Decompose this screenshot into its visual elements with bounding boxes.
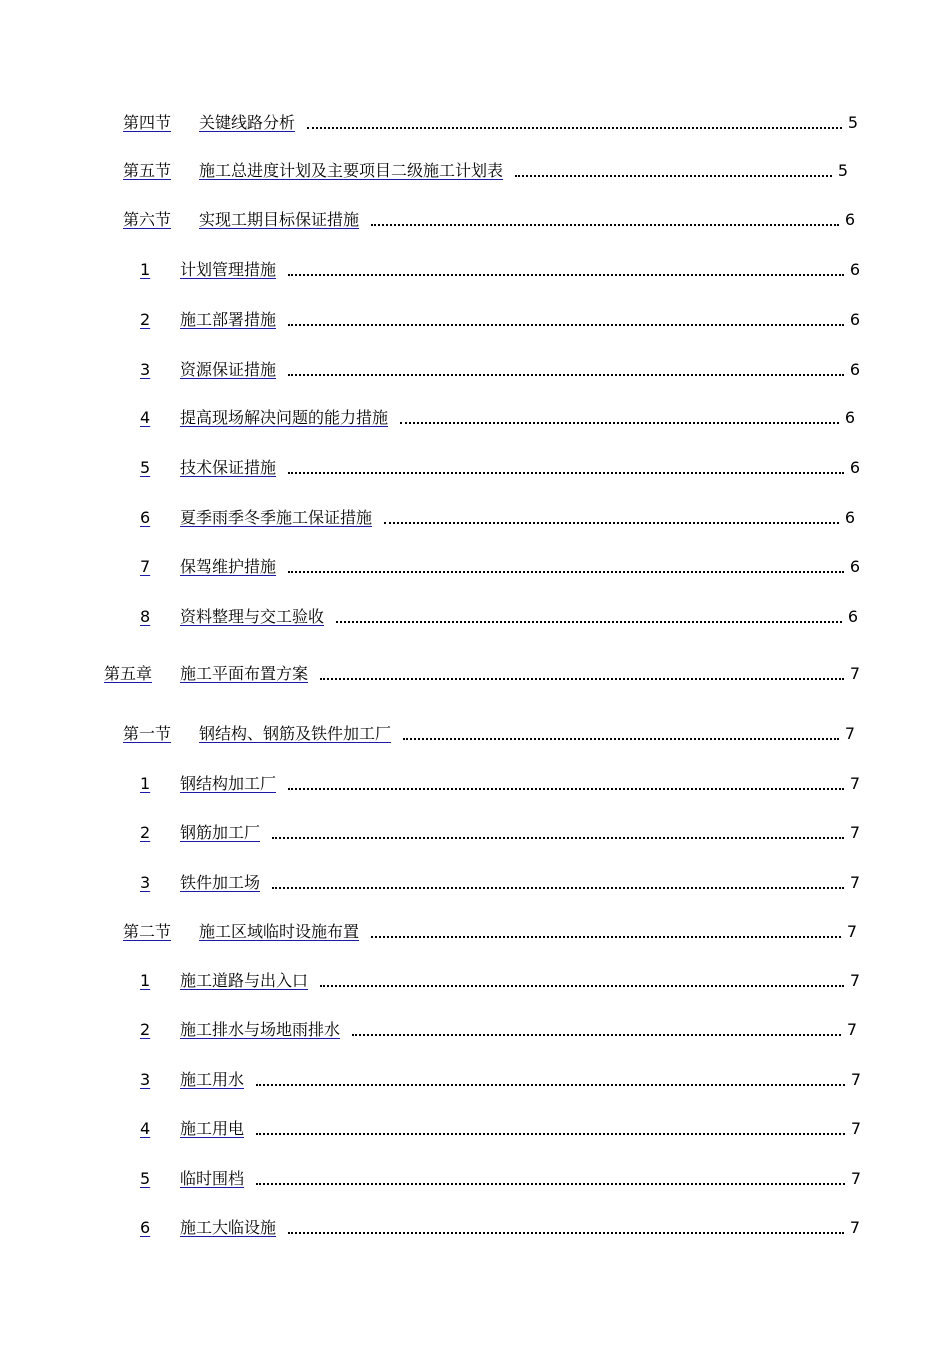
toc-entry[interactable] <box>123 159 848 181</box>
toc-title: 施工用电 <box>180 1119 245 1138</box>
toc-title: 钢结构、钢筋及铁件加工厂 <box>199 724 392 743</box>
toc-number: 2 <box>140 1020 151 1039</box>
toc-title: 钢结构加工厂 <box>180 774 277 793</box>
dot-leader <box>272 887 844 889</box>
toc-page-number: 6 <box>849 360 860 379</box>
toc-number: 8 <box>140 607 151 626</box>
toc-entry[interactable] <box>140 1018 857 1040</box>
toc-number: 4 <box>140 1119 151 1138</box>
toc-number: 第四节 <box>123 113 172 132</box>
toc-number: 5 <box>140 458 151 477</box>
toc-number: 6 <box>140 508 151 527</box>
toc-title: 技术保证措施 <box>180 458 277 477</box>
toc-entry[interactable] <box>140 871 860 893</box>
toc-number: 5 <box>140 1169 151 1188</box>
toc-number: 6 <box>140 1218 151 1237</box>
toc-title: 资料整理与交工验收 <box>180 607 325 626</box>
toc-page-number: 7 <box>849 1218 860 1237</box>
dot-leader <box>320 678 844 680</box>
toc-entry[interactable] <box>140 506 855 528</box>
toc-entry[interactable] <box>140 258 860 280</box>
toc-number: 2 <box>140 310 151 329</box>
toc-title: 施工用水 <box>180 1070 245 1089</box>
dot-leader <box>288 374 844 376</box>
toc-entry[interactable] <box>140 1216 860 1238</box>
toc-title: 施工平面布置方案 <box>180 664 309 683</box>
dot-leader <box>288 274 844 276</box>
toc-page-number: 5 <box>847 113 858 132</box>
toc-entry[interactable] <box>140 1117 861 1139</box>
toc-title: 资源保证措施 <box>180 360 277 379</box>
toc-number: 7 <box>140 557 151 576</box>
dot-leader <box>400 422 839 424</box>
toc-page-number: 7 <box>850 1070 861 1089</box>
toc-entry[interactable] <box>123 208 855 230</box>
toc-number: 第六节 <box>123 210 172 229</box>
toc-entry[interactable] <box>123 920 857 942</box>
dot-leader <box>307 127 842 129</box>
dot-leader <box>272 837 844 839</box>
toc-title: 施工道路与出入口 <box>180 971 309 990</box>
toc-title: 夏季雨季冬季施工保证措施 <box>180 508 373 527</box>
toc-entry[interactable] <box>123 722 855 744</box>
toc-number: 第二节 <box>123 922 172 941</box>
toc-title: 钢筋加工厂 <box>180 823 261 842</box>
toc-title: 保驾维护措施 <box>180 557 277 576</box>
toc-number: 第五节 <box>123 161 172 180</box>
toc-page-number: 7 <box>849 873 860 892</box>
dot-leader <box>256 1133 845 1135</box>
toc-title: 临时围档 <box>180 1169 245 1188</box>
dot-leader <box>371 224 839 226</box>
toc-page-number: 7 <box>844 724 855 743</box>
dot-leader <box>288 1232 844 1234</box>
dot-leader <box>288 472 844 474</box>
toc-number: 3 <box>140 360 151 379</box>
toc-title: 提高现场解决问题的能力措施 <box>180 408 389 427</box>
toc-title: 铁件加工场 <box>180 873 261 892</box>
toc-entry[interactable] <box>140 969 860 991</box>
toc-entry[interactable] <box>140 1068 861 1090</box>
toc-entry[interactable] <box>140 406 855 428</box>
dot-leader <box>256 1084 845 1086</box>
toc-page-number: 6 <box>847 607 858 626</box>
toc-page-number: 6 <box>849 557 860 576</box>
dot-leader <box>403 738 839 740</box>
toc-number: 3 <box>140 1070 151 1089</box>
dot-leader <box>256 1183 845 1185</box>
toc-title: 施工总进度计划及主要项目二级施工计划表 <box>199 161 504 180</box>
toc-page-number: 6 <box>844 508 855 527</box>
toc-page-number: 7 <box>849 664 860 683</box>
toc-page-number: 7 <box>846 1020 857 1039</box>
dot-leader <box>371 936 841 938</box>
dot-leader <box>320 985 844 987</box>
dot-leader <box>384 522 839 524</box>
toc-page-number: 7 <box>846 922 857 941</box>
toc-title: 计划管理措施 <box>180 260 277 279</box>
toc-entry[interactable] <box>140 1167 861 1189</box>
dot-leader <box>336 621 842 623</box>
toc-page-number: 7 <box>850 1119 861 1138</box>
toc-page-number: 5 <box>837 161 848 180</box>
toc-entry[interactable] <box>104 662 860 684</box>
toc-entry[interactable] <box>123 111 858 133</box>
toc-number: 1 <box>140 774 151 793</box>
toc-number: 2 <box>140 823 151 842</box>
toc-entry[interactable] <box>140 358 860 380</box>
toc-number: 第一节 <box>123 724 172 743</box>
toc-number: 3 <box>140 873 151 892</box>
toc-entry[interactable] <box>140 308 860 330</box>
toc-page-number: 7 <box>849 971 860 990</box>
toc-page-number: 6 <box>844 210 855 229</box>
toc-title: 施工大临设施 <box>180 1218 277 1237</box>
dot-leader <box>288 788 844 790</box>
toc-page-number: 7 <box>850 1169 861 1188</box>
toc-number: 第五章 <box>104 664 153 683</box>
toc-page-number: 6 <box>849 310 860 329</box>
toc-page-number: 6 <box>844 408 855 427</box>
toc-entry[interactable] <box>140 772 860 794</box>
toc-title: 施工排水与场地雨排水 <box>180 1020 341 1039</box>
dot-leader <box>515 175 832 177</box>
toc-title: 施工区域临时设施布置 <box>199 922 360 941</box>
toc-page-number: 7 <box>849 774 860 793</box>
toc-title: 关键线路分析 <box>199 113 296 132</box>
toc-page-number: 7 <box>849 823 860 842</box>
dot-leader <box>352 1034 841 1036</box>
toc-entry[interactable] <box>140 555 860 577</box>
toc-entry[interactable] <box>140 456 860 478</box>
toc-number: 1 <box>140 971 151 990</box>
toc-entry[interactable] <box>140 605 858 627</box>
dot-leader <box>288 571 844 573</box>
dot-leader <box>288 324 844 326</box>
toc-number: 4 <box>140 408 151 427</box>
toc-title: 施工部署措施 <box>180 310 277 329</box>
toc-page-number: 6 <box>849 458 860 477</box>
toc-entry[interactable] <box>140 821 860 843</box>
toc-page-number: 6 <box>849 260 860 279</box>
toc-title: 实现工期目标保证措施 <box>199 210 360 229</box>
toc-number: 1 <box>140 260 151 279</box>
